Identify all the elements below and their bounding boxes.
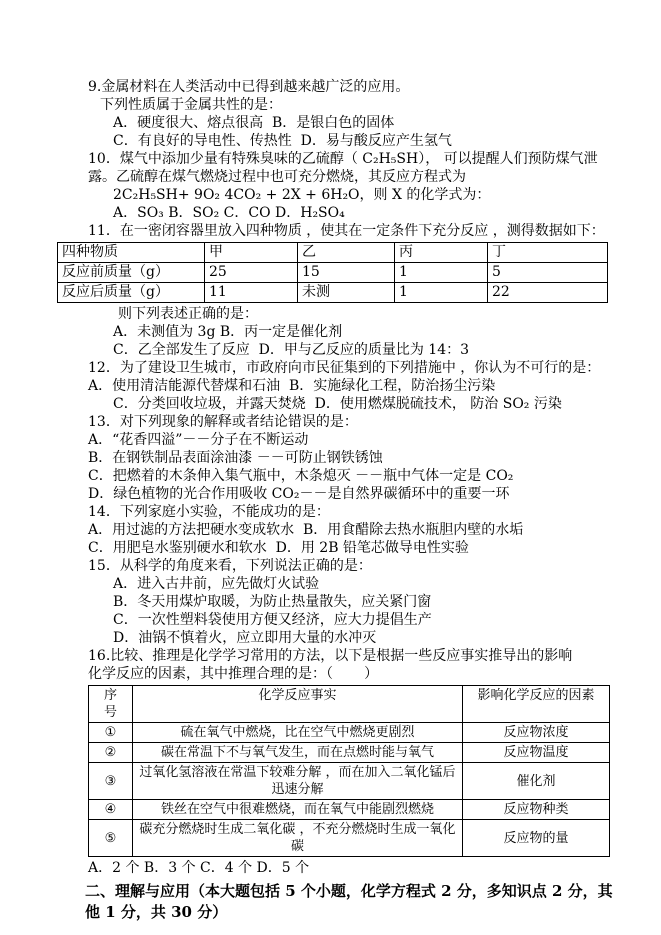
q11-table-cell: 未测 bbox=[298, 283, 395, 303]
q16-table-row-1 bbox=[89, 723, 610, 743]
q11-table-header-cell: 乙 bbox=[298, 243, 395, 263]
q16-reasoning-table bbox=[88, 685, 610, 857]
q9-prompt: 下列性质属于金属共性的是： bbox=[100, 97, 282, 113]
q11-table-row-before bbox=[58, 263, 608, 283]
q13-option-c: C．把燃着的木条伸入集气瓶中，木条熄灭 －－瓶中气体一定是 CO₂ bbox=[88, 468, 514, 484]
q11-table-cell: 5 bbox=[488, 263, 608, 283]
q11-table-header-row bbox=[58, 243, 608, 263]
q11-table-cell: 反应后质量（g） bbox=[58, 283, 205, 303]
q16-row-fact: 硫在氧气中燃烧，比在空气中燃烧更剧烈 bbox=[133, 723, 463, 743]
q10-stem-line1: 10．煤气中添加少量有特殊臭味的乙硫醇（ C₂H₅SH）， 可以提醒人们预防煤气泄 bbox=[88, 151, 598, 167]
q16-row-fact: 过氧化氢溶液在常温下较难分解 ，而在加入二氧化锰后迅速分解 bbox=[133, 763, 463, 800]
q11-table-header-cell: 四种物质 bbox=[58, 243, 205, 263]
q15-option-d: D．油锅不慎着火，应立即用大量的水冲灭 bbox=[113, 630, 377, 646]
q16-table-header-fact: 化学反应事实 bbox=[133, 686, 463, 723]
q16-row-factor: 催化剂 bbox=[463, 763, 610, 800]
q16-row-seq: ⑤ bbox=[89, 820, 133, 857]
section2-heading: 二、理解与应用（本大题包括 5 个小题，化学方程式 2 分，多知识点 2 分，其他 1 分，共 30 分） bbox=[85, 882, 613, 921]
q12-stem: 12．为了建设卫生城市，市政府向市民征集到的下列措施中 ，你认为不可行的是： bbox=[88, 360, 601, 376]
q11-table-header-cell: 甲 bbox=[205, 243, 298, 263]
q11-options-ab: A．未测值为 3g B．丙一定是催化剂 bbox=[113, 324, 343, 340]
q16-stem-line2: 化学反应的因素，其中推理合理的是：（ ） bbox=[88, 666, 379, 682]
q16-table-row-4 bbox=[89, 800, 610, 820]
q12-options-cd: C．分类回收垃圾，并露天焚烧 D．使用燃煤脱硫技术， 防治 SO₂ 污染 bbox=[113, 396, 562, 412]
q16-table-row-3 bbox=[89, 763, 610, 800]
q11-stem: 11．在一密闭容器里放入四种物质 ，使其在一定条件下充分反应 ，测得数据如下： bbox=[88, 223, 605, 239]
q13-option-d: D．绿色植物的光合作用吸收 CO₂－－是自然界碳循环中的重要一环 bbox=[88, 486, 510, 502]
q16-row-factor: 反应物浓度 bbox=[463, 723, 610, 743]
q16-row-fact: 铁丝在空气中很难燃烧，而在氧气中能剧烈燃烧 bbox=[133, 800, 463, 820]
q9-options-ab: A．硬度很大、熔点很高 B．是银白色的固体 bbox=[113, 115, 395, 131]
q15-option-a: A．进入古井前，应先做灯火试验 bbox=[113, 576, 320, 592]
q16-row-seq: ③ bbox=[89, 763, 133, 800]
q11-table-cell: 反应前质量（g） bbox=[58, 263, 205, 283]
q16-stem-line1: 16.比较、推理是化学学习常用的方法，以下是根据一些反应事实推导出的影响 bbox=[88, 648, 573, 664]
q14-options-ab: A．用过滤的方法把硬水变成软水 B．用食醋除去热水瓶胆内壁的水垢 bbox=[88, 522, 524, 538]
q11-options-cd: C．乙全部发生了反应 D．甲与乙反应的质量比为 14：3 bbox=[113, 342, 470, 358]
q11-table-row-after bbox=[58, 283, 608, 303]
q11-table-cell: 25 bbox=[205, 263, 298, 283]
q16-row-seq: ④ bbox=[89, 800, 133, 820]
q16-row-factor: 反应物种类 bbox=[463, 800, 610, 820]
q12-options-ab: A．使用清洁能源代替煤和石油 B．实施绿化工程，防治扬尘污染 bbox=[88, 378, 496, 394]
q16-table-row-2 bbox=[89, 743, 610, 763]
q11-table-header-cell: 丙 bbox=[395, 243, 488, 263]
q15-stem: 15．从科学的角度来看，下列说法正确的是： bbox=[88, 558, 372, 574]
q16-table-header-seq-label: 序号 bbox=[103, 688, 117, 720]
q11-table-cell: 1 bbox=[395, 263, 488, 283]
q10-stem-line2: 露。乙硫醇在煤气燃烧过程中也可充分燃烧，其反应方程式为 bbox=[88, 169, 466, 185]
q16-row-factor: 反应物温度 bbox=[463, 743, 610, 763]
q16-table-header-seq bbox=[89, 686, 133, 723]
q16-row-fact: 碳在常温下不与氧气发生，而在点燃时能与氧气 bbox=[133, 743, 463, 763]
q11-table-cell: 22 bbox=[488, 283, 608, 303]
q11-table-cell: 15 bbox=[298, 263, 395, 283]
q11-prompt: 则下列表述正确的是： bbox=[118, 306, 258, 322]
q10-equation: 2C₂H₅SH+ 9O₂ 4CO₂ + 2X + 6H₂O，则 X 的化学式为： bbox=[113, 187, 491, 203]
q11-table-header-cell: 丁 bbox=[488, 243, 608, 263]
q15-option-b: B．冬天用煤炉取暖，为防止热量散失，应关紧门窗 bbox=[113, 594, 432, 610]
q13-stem: 13．对下列现象的解释或者结论错误的是： bbox=[88, 414, 358, 430]
q13-option-b: B．在钢铁制品表面涂油漆 －－可防止钢铁锈蚀 bbox=[88, 450, 383, 466]
q15-option-c: C．一次性塑料袋使用方便又经济，应大力提倡生产 bbox=[113, 612, 432, 628]
q13-option-a: A．“花香四溢”－－分子在不断运动 bbox=[88, 432, 309, 448]
q11-table-cell: 1 bbox=[395, 283, 488, 303]
q16-table-header-row bbox=[89, 686, 610, 723]
q16-row-seq: ① bbox=[89, 723, 133, 743]
q9-stem: 9.金属材料在人类活动中已得到越来越广泛的应用。 bbox=[88, 79, 410, 95]
q11-table-cell: 11 bbox=[205, 283, 298, 303]
q16-row-seq: ② bbox=[89, 743, 133, 763]
q14-options-cd: C．用肥皂水鉴别硬水和软水 D．用 2B 铅笔芯做导电性实验 bbox=[88, 540, 469, 556]
q9-options-cd: C．有良好的导电性、传热性 D．易与酸反应产生氢气 bbox=[113, 133, 452, 149]
q16-row-factor: 反应物的量 bbox=[463, 820, 610, 857]
q14-stem: 14．下列家庭小实验，不能成功的是： bbox=[88, 504, 330, 520]
q16-table-row-5 bbox=[89, 820, 610, 857]
q16-options: A．2 个 B．3 个 C．4 个 D．5 个 bbox=[88, 860, 310, 876]
q10-options: A．SO₃ B．SO₂ C．CO D．H₂SO₄ bbox=[113, 205, 345, 221]
q16-row-fact: 碳充分燃烧时生成二氧化碳 ，不充分燃烧时生成一氧化碳 bbox=[133, 820, 463, 857]
q16-table-header-factor: 影响化学反应的因素 bbox=[463, 686, 610, 723]
q11-data-table bbox=[57, 242, 608, 303]
